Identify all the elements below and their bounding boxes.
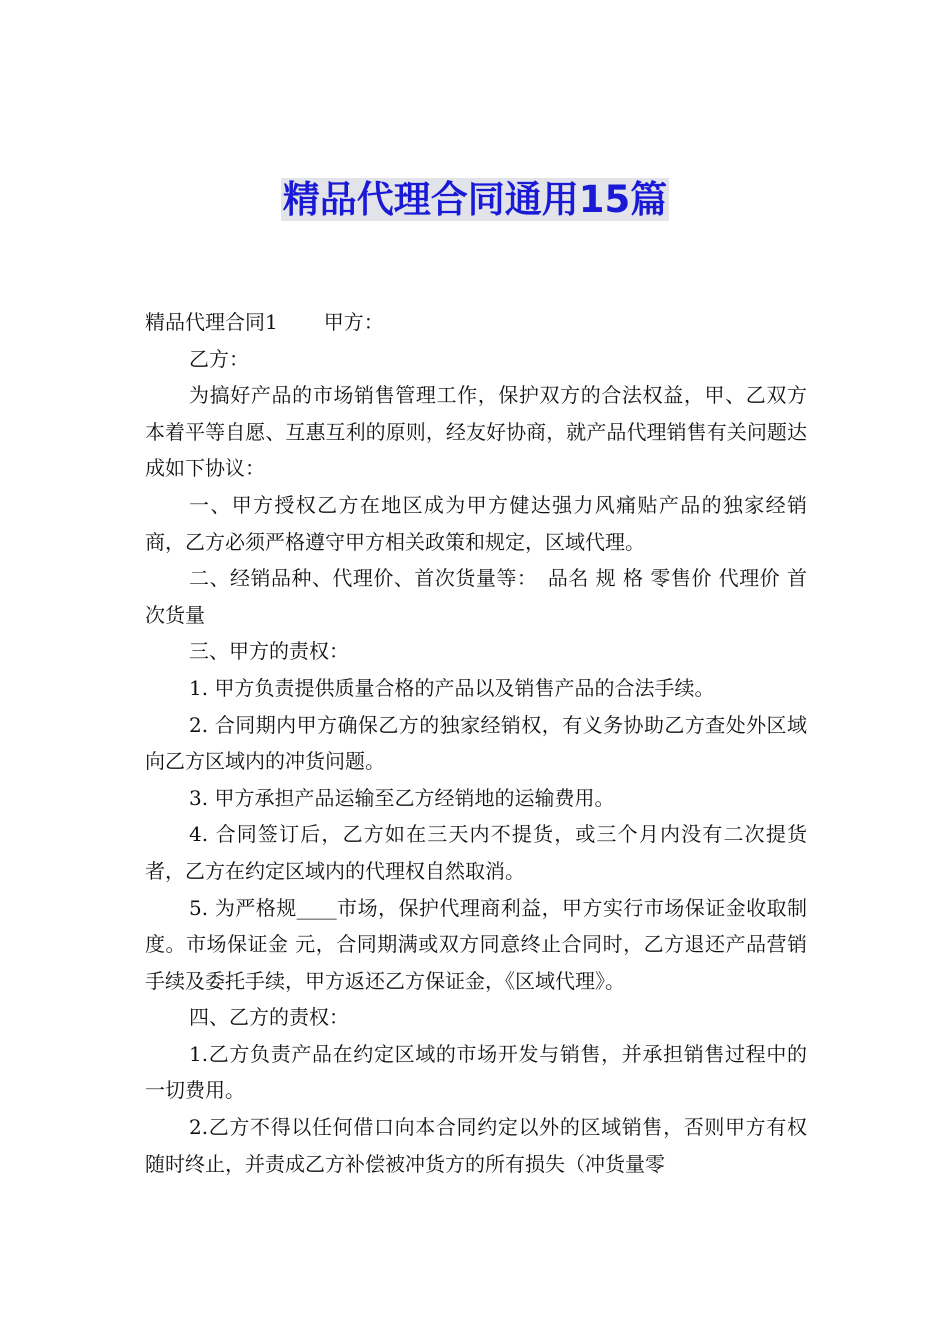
paragraph: 2.乙方不得以任何借口向本合同约定以外的区域销售，否则甲方有权随时终止，并责成乙方补偿被冲货方的所有损失（冲货量零 bbox=[145, 1115, 807, 1176]
paragraph: 1.乙方负责产品在约定区域的市场开发与销售，并承担销售过程中的一切费用。 bbox=[145, 1041, 807, 1103]
paragraph: 为搞好产品的市场销售管理工作，保护双方的合法权益，甲、乙双方本着平等自愿、互惠互利的原则，经友好协商，就产品代理销售有关问题达成如下协议： bbox=[145, 383, 807, 481]
paragraph: 四、乙方的责权： bbox=[189, 1005, 349, 1030]
paragraph: 二、经销品种、代理价、首次货量等： 品名 规 格 零售价 代理价 首次货量 bbox=[145, 566, 807, 627]
paragraph: 3. 甲方承担产品运输至乙方经销地的运输费用。 bbox=[189, 785, 615, 810]
first-line bbox=[145, 304, 807, 341]
paragraph: 三、甲方的责权： bbox=[189, 639, 349, 664]
paragraph: 乙方： bbox=[189, 346, 249, 371]
paragraph: 一、甲方授权乙方在地区成为甲方健达强力风痛贴产品的独家经销商，乙方必须严格遵守甲方相关政策和规定，区域代理。 bbox=[145, 492, 807, 554]
paragraph: 4. 合同签订后，乙方如在三天内不提货，或三个月内没有二次提货者，乙方在约定区域内的代理权自然取消。 bbox=[145, 822, 807, 883]
document-title-text: 精品代理合同通用15篇 bbox=[282, 178, 668, 221]
paragraph: 5. 为严格规____市场，保护代理商利益，甲方实行市场保证金收取制度。市场保证金 元，合同期满或双方同意终止合同时，乙方退还产品营销手续及委托手续，甲方返还乙方保证金，《区域代理》。 bbox=[145, 895, 807, 993]
paragraph: 2. 合同期内甲方确保乙方的独家经销权，有义务协助乙方查处外区域向乙方区域内的冲货问题。 bbox=[145, 712, 807, 774]
paragraph: 1. 甲方负责提供质量合格的产品以及销售产品的合法手续。 bbox=[189, 675, 715, 700]
document-title bbox=[0, 176, 950, 224]
document-body bbox=[145, 304, 807, 1182]
party-a-label: 甲方： bbox=[323, 310, 384, 334]
contract-heading: 精品代理合同1 bbox=[145, 310, 278, 334]
